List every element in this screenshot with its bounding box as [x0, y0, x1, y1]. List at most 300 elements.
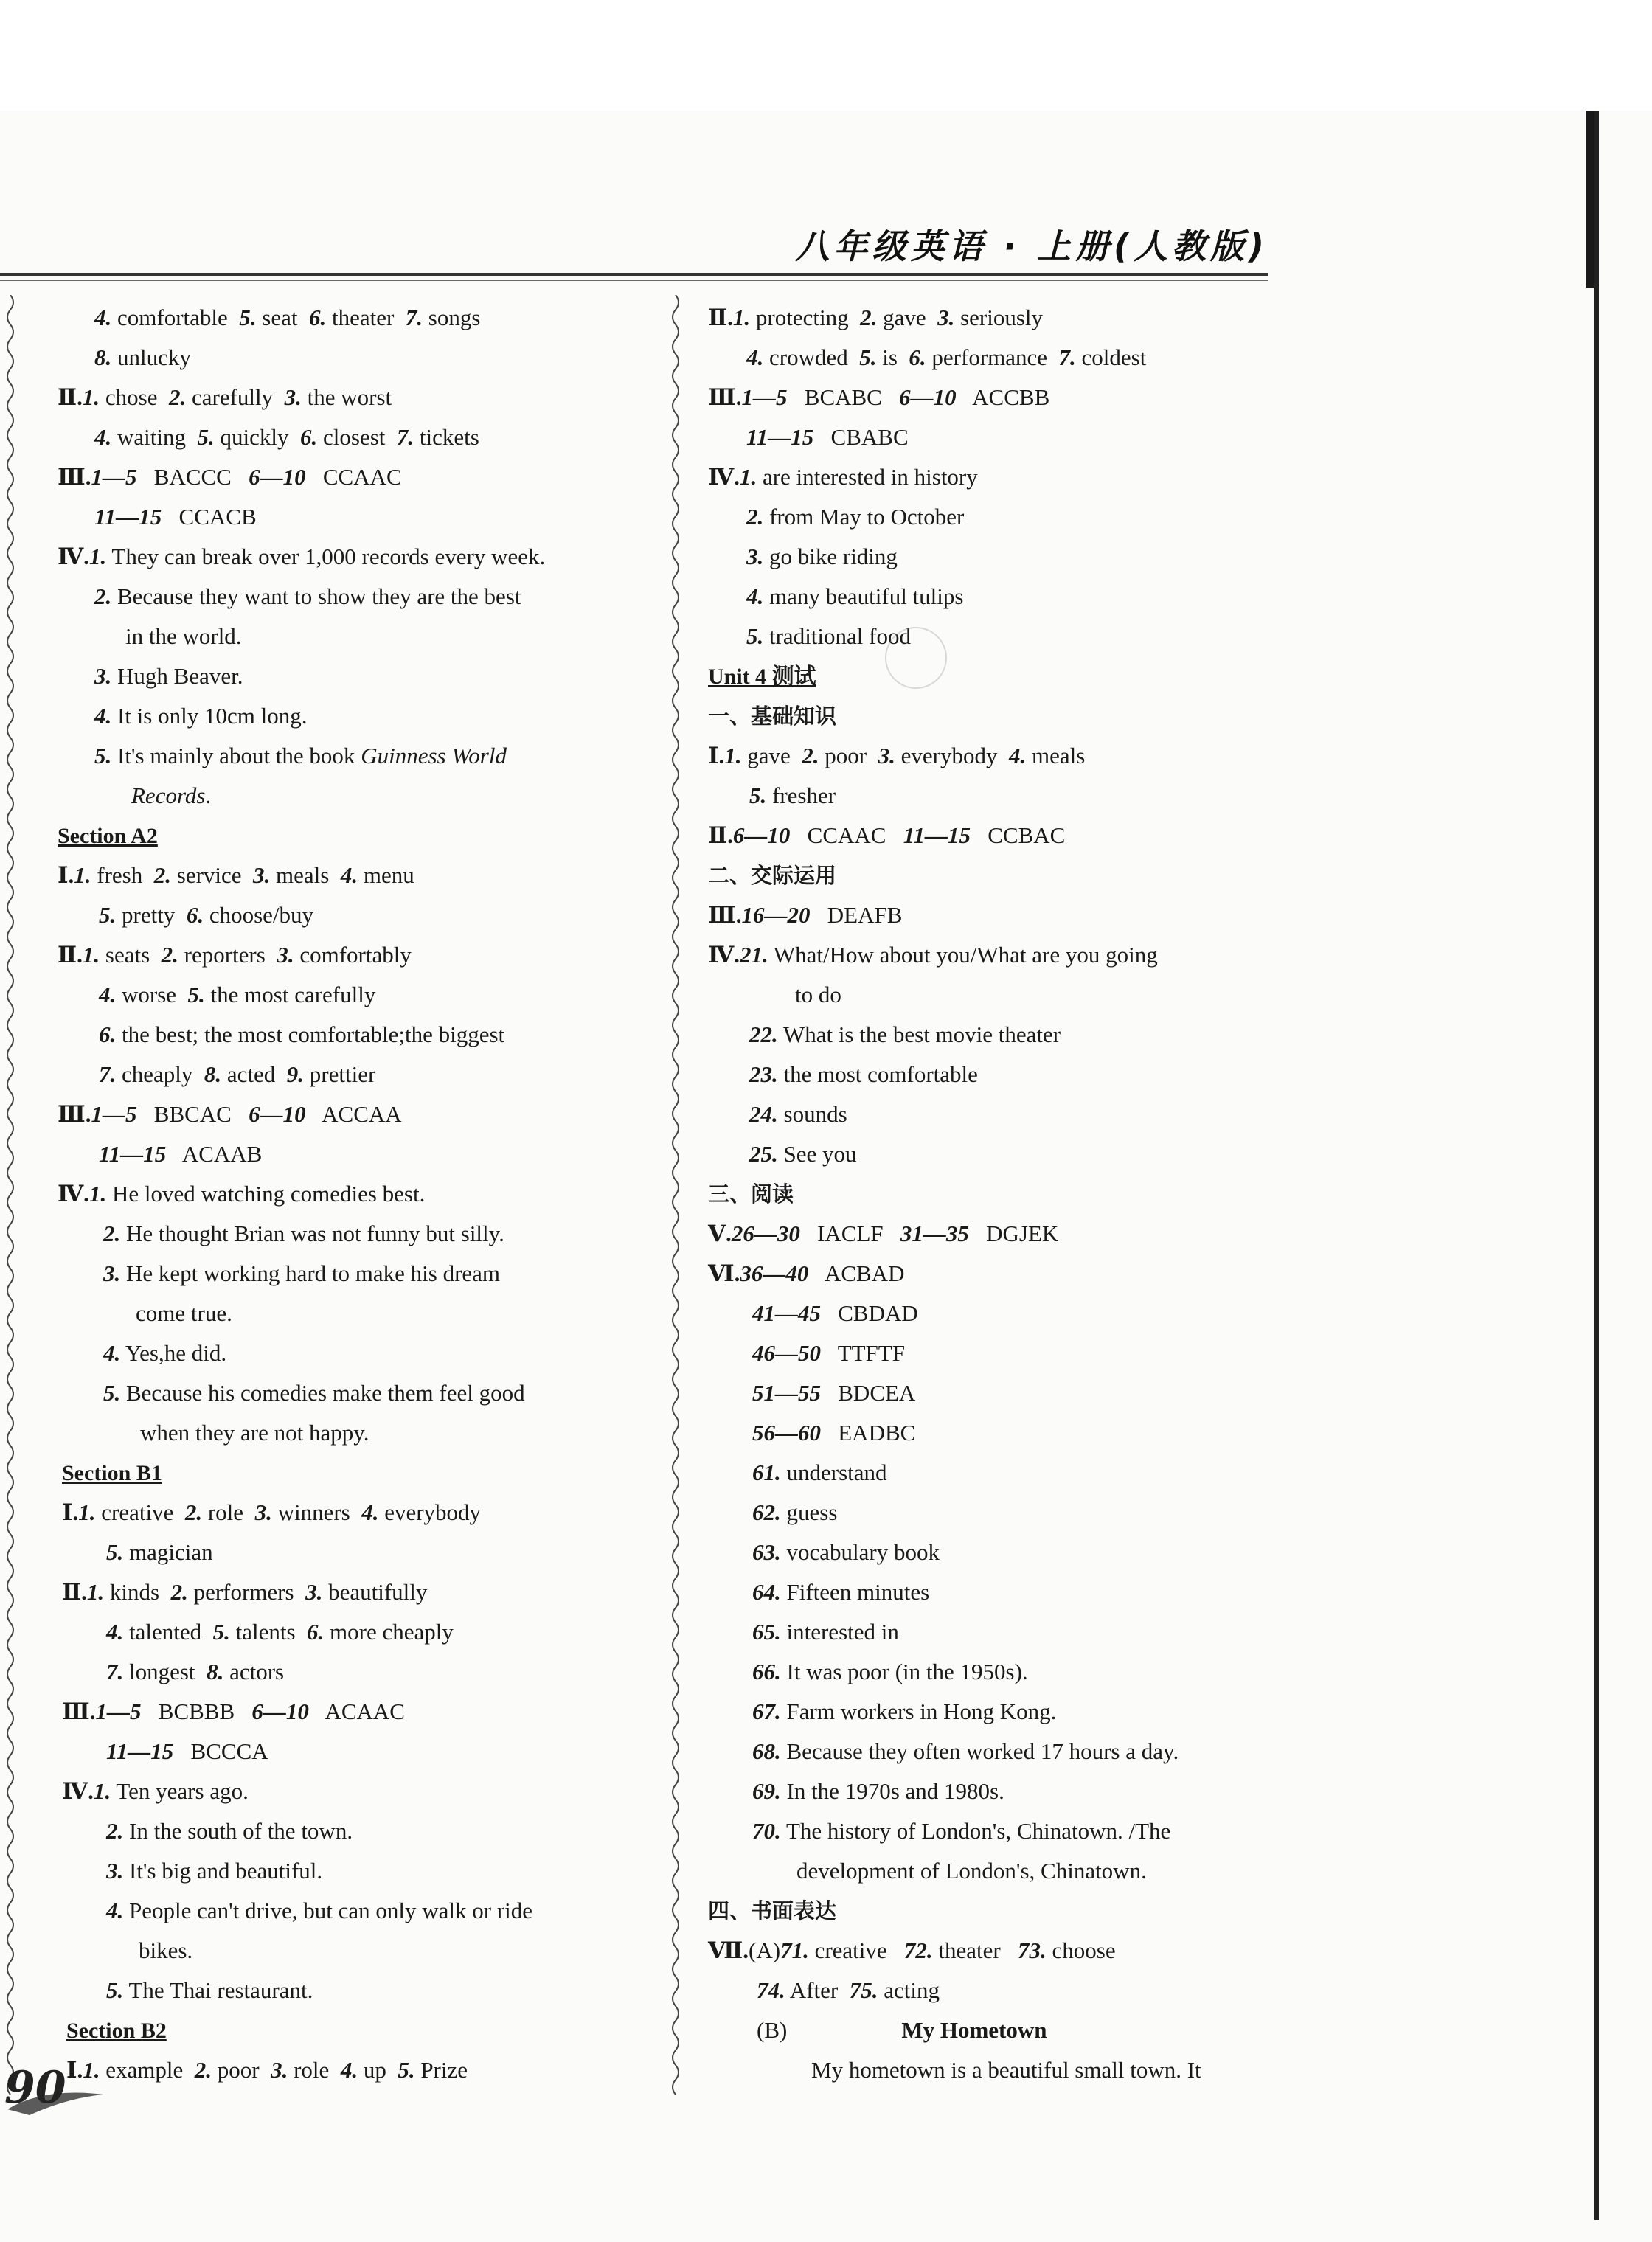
part-numeral: Ⅳ.: [58, 544, 89, 569]
answer-text: example: [100, 2057, 195, 2083]
question-number: 6.: [308, 305, 327, 330]
answer-line: [708, 1373, 1313, 1413]
answer-text: guess: [780, 1499, 838, 1525]
question-number: 1.: [74, 862, 91, 888]
answer-text: protecting: [750, 305, 861, 330]
answer-line: [58, 1015, 648, 1055]
answer-text: BCBBB: [141, 1698, 252, 1724]
part-numeral: Ⅶ.: [708, 1937, 749, 1963]
answer-text: up: [358, 2057, 398, 2083]
essay-title: My Hometown: [901, 2017, 1047, 2043]
part-numeral: Ⅳ.: [708, 464, 740, 490]
question-number: 71.: [780, 1937, 809, 1963]
answer-line: [708, 1612, 1313, 1652]
answer-text: fresher: [766, 782, 836, 808]
answer-line: [58, 1134, 648, 1174]
answer-text: ACCAA: [305, 1101, 402, 1127]
answer-text: kinds: [104, 1579, 171, 1605]
answer-text: tickets: [414, 424, 479, 450]
question-number: 6—10: [899, 384, 957, 410]
part-numeral: Ⅳ.: [62, 1778, 94, 1804]
answer-line: [58, 1333, 648, 1373]
section-heading-label: Section B2: [66, 2019, 167, 2043]
question-number: 2.: [170, 1579, 188, 1605]
question-number: 23.: [749, 1061, 778, 1087]
question-number: 2.: [103, 1221, 121, 1246]
question-number: 1—5: [741, 384, 788, 410]
answer-text: seats: [100, 942, 162, 968]
answer-text: BCABC: [787, 384, 900, 410]
answer-text: The history of London's, Chinatown. /The: [780, 1818, 1171, 1844]
answer-text: is: [876, 344, 909, 370]
answer-text: waiting: [111, 424, 198, 450]
answer-line: [58, 736, 648, 776]
question-number: 1.: [88, 1181, 107, 1207]
answer-text: to do: [795, 982, 841, 1007]
question-number: 16—20: [741, 902, 811, 928]
answer-text: worse: [116, 982, 188, 1007]
question-number: 2.: [106, 1818, 124, 1844]
answer-text: everybody: [895, 743, 1009, 768]
question-number: 3.: [254, 1499, 272, 1525]
answer-line: [58, 696, 648, 736]
answer-line: [58, 1732, 648, 1771]
answer-line: [58, 935, 648, 975]
question-number: 4.: [94, 305, 112, 330]
answer-line: [58, 1931, 648, 1971]
question-number: 5.: [859, 344, 877, 370]
answer-text: seat: [256, 305, 309, 330]
part-numeral: Ⅰ.: [708, 743, 725, 768]
answer-line: [708, 617, 1313, 656]
part-heading: [708, 856, 1313, 895]
part-heading-label: 一、基础知识: [708, 704, 837, 729]
answer-text: from May to October: [763, 504, 965, 530]
question-number: 4.: [1008, 743, 1027, 768]
answer-text: the most carefully: [204, 982, 376, 1007]
answer-text: Fifteen minutes: [780, 1579, 930, 1605]
answer-text: songs: [423, 305, 481, 330]
answer-text: magician: [123, 1539, 213, 1565]
question-number: 3.: [103, 1260, 121, 1286]
answer-text: meals: [270, 862, 341, 888]
question-number: 56—60: [752, 1420, 821, 1446]
page-header-title: 八年级英语 · 上册(人教版): [795, 226, 1268, 266]
answer-text: He thought Brian was not funny but silly.: [120, 1221, 504, 1246]
question-number: 7.: [405, 305, 423, 330]
answer-line: [708, 1931, 1313, 1971]
answer-line: [708, 1214, 1313, 1254]
answer-text: understand: [780, 1460, 887, 1485]
answer-text: choose: [1046, 1937, 1116, 1963]
part-numeral: Ⅲ.: [58, 1101, 91, 1127]
question-number: 3.: [305, 1579, 323, 1605]
answer-text: .: [205, 782, 212, 808]
part-heading: [708, 696, 1313, 736]
answer-line: [708, 1094, 1313, 1134]
answer-text: theater: [326, 305, 406, 330]
question-number: 5.: [239, 305, 257, 330]
answer-line: [708, 1055, 1313, 1094]
answer-text: It was poor (in the 1950s).: [780, 1659, 1028, 1684]
part-numeral: Ⅳ.: [58, 1181, 89, 1207]
answer-line: [58, 537, 648, 577]
question-number: 11—15: [99, 1141, 167, 1167]
answer-line: [58, 497, 648, 537]
answer-text: acted: [221, 1061, 287, 1087]
answer-text: My hometown is a beautiful small town. It: [811, 2057, 1201, 2083]
question-number: 72.: [903, 1937, 933, 1963]
answer-line: [58, 1971, 648, 2010]
question-number: 2.: [860, 305, 878, 330]
question-number: 5.: [749, 782, 767, 808]
part-numeral: Ⅴ.: [708, 1221, 732, 1246]
answer-line: [708, 1732, 1313, 1771]
question-number: 5.: [746, 623, 764, 649]
answer-line: [58, 856, 648, 895]
answer-text: role: [202, 1499, 255, 1525]
question-number: 2.: [168, 384, 187, 410]
question-number: 2.: [153, 862, 171, 888]
question-number: 4.: [746, 344, 764, 370]
question-number: 24.: [749, 1101, 778, 1127]
question-number: 8.: [204, 1061, 222, 1087]
answer-text: What/How about you/What are you going: [768, 942, 1158, 968]
question-number: 3.: [878, 743, 895, 768]
question-number: 4.: [94, 703, 112, 729]
question-number: 4.: [340, 862, 358, 888]
answer-line: [58, 1851, 648, 1891]
answer-text: People can't drive, but can only walk or ride: [123, 1898, 533, 1923]
question-number: 1—5: [95, 1698, 142, 1724]
answer-text: coldest: [1075, 344, 1147, 370]
answer-text: poor: [212, 2057, 271, 2083]
question-number: 2.: [161, 942, 178, 968]
answer-line: [708, 497, 1313, 537]
question-number: 1.: [82, 942, 100, 968]
section-heading: [58, 1453, 648, 1493]
answer-text: unlucky: [111, 344, 191, 370]
question-number: 6.: [300, 424, 318, 450]
answer-line: [708, 1572, 1313, 1612]
binding-edge: [1594, 111, 1599, 2220]
answer-text: chose: [100, 384, 169, 410]
answer-text: quickly: [214, 424, 300, 450]
answer-line: [708, 1254, 1313, 1294]
answer-line: [58, 1891, 648, 1931]
answer-line: [708, 1771, 1313, 1811]
answer-text: TTFTF: [821, 1340, 905, 1366]
answer-text: Prize: [414, 2057, 468, 2083]
answer-line: [58, 1214, 648, 1254]
section-heading: [708, 656, 1313, 696]
answer-text: interested in: [780, 1619, 899, 1645]
answer-line: [708, 1294, 1313, 1333]
answer-text: are interested in history: [757, 464, 978, 490]
answer-line: [708, 975, 1313, 1015]
header-rule-thin: [0, 280, 1268, 281]
answer-line: [58, 298, 648, 338]
answer-text: What is the best movie theater: [777, 1021, 1061, 1047]
answer-line: [708, 935, 1313, 975]
part-numeral: Ⅲ.: [62, 1698, 96, 1724]
answer-line: [58, 1771, 648, 1811]
part-numeral: Ⅱ.: [58, 942, 83, 968]
question-number: 75.: [849, 1977, 878, 2003]
answer-text: seriously: [954, 305, 1044, 330]
answer-text: traditional food: [763, 623, 911, 649]
answer-text: the best; the most comfortable;the biggest: [116, 1021, 505, 1047]
question-number: 4.: [106, 1619, 124, 1645]
left-answer-column: [58, 298, 648, 2090]
question-number: 65.: [752, 1619, 781, 1645]
answer-line: [58, 1254, 648, 1294]
answer-text: See you: [777, 1141, 857, 1167]
answer-text: He kept working hard to make his dream: [120, 1260, 501, 1286]
answer-text: more cheaply: [324, 1619, 454, 1645]
answer-line: [708, 1333, 1313, 1373]
answer-text: EADBC: [821, 1420, 916, 1446]
answer-line: [708, 1134, 1313, 1174]
answer-line: [708, 417, 1313, 457]
question-number: 2.: [94, 583, 112, 609]
section-heading-label: Section B1: [62, 1461, 162, 1485]
answer-line: [58, 1811, 648, 1851]
answer-text: reporters: [178, 942, 277, 968]
answer-line: [58, 776, 648, 816]
question-number: 5.: [106, 1977, 124, 2003]
answer-text: BCCCA: [173, 1738, 268, 1764]
answer-text: DEAFB: [810, 902, 903, 928]
question-number: 3.: [94, 663, 112, 689]
answer-text: Because they want to show they are the best: [111, 583, 521, 609]
question-number: 2.: [194, 2057, 212, 2083]
question-number: 8.: [206, 1659, 224, 1684]
answer-line: [708, 895, 1313, 935]
answer-text: performers: [187, 1579, 306, 1605]
answer-line: [708, 1533, 1313, 1572]
answer-text: ACAAB: [166, 1141, 263, 1167]
question-number: 6—10: [251, 1698, 309, 1724]
part-numeral: Ⅱ.: [708, 822, 733, 848]
middle-wavy-divider: [668, 295, 683, 2094]
answer-line: [708, 1652, 1313, 1692]
part-numeral: Ⅰ.: [66, 2057, 83, 2083]
question-number: 5.: [103, 1380, 121, 1406]
answer-text: (B): [757, 2017, 902, 2043]
answer-text: CCACB: [162, 504, 257, 530]
answer-text: BBCAC: [136, 1101, 249, 1127]
answer-line: [58, 457, 648, 497]
question-number: 67.: [752, 1698, 781, 1724]
part-numeral: Ⅵ.: [708, 1260, 740, 1286]
question-number: 5.: [99, 902, 117, 928]
answer-line: [708, 338, 1313, 378]
section-heading-label: Unit 4 测试: [708, 664, 816, 689]
answer-text: carefully: [186, 384, 285, 410]
answer-text: BDCEA: [821, 1380, 916, 1406]
answer-text: service: [171, 862, 254, 888]
answer-line: [708, 2050, 1313, 2090]
answer-line: [708, 2010, 1313, 2050]
section-heading: [58, 816, 648, 856]
answer-text: CBABC: [813, 424, 909, 450]
section-heading: [58, 2010, 648, 2050]
answer-line: [58, 1692, 648, 1732]
part-heading: [708, 1891, 1313, 1931]
question-number: 9.: [286, 1061, 305, 1087]
answer-text: menu: [358, 862, 414, 888]
answer-text: It's big and beautiful.: [123, 1858, 323, 1884]
answer-text: Hugh Beaver.: [111, 663, 243, 689]
part-numeral: Ⅰ.: [58, 862, 74, 888]
question-number: 51—55: [752, 1380, 821, 1406]
question-number: 1.: [724, 743, 742, 768]
question-number: 1.: [88, 544, 107, 569]
question-number: 6—10: [249, 464, 306, 490]
answer-text: Ten years ago.: [111, 1778, 249, 1804]
answer-line: [58, 895, 648, 935]
question-number: 5.: [212, 1619, 230, 1645]
answer-text: creative: [95, 1499, 185, 1525]
answer-line: [58, 1055, 648, 1094]
answer-line: [58, 1413, 648, 1453]
question-number: 5.: [398, 2057, 415, 2083]
answer-line: [708, 457, 1313, 497]
answer-line: [58, 1572, 648, 1612]
question-number: 2.: [802, 743, 819, 768]
question-number: 36—40: [740, 1260, 809, 1286]
answer-text: acting: [878, 1977, 940, 2003]
question-number: 2.: [746, 504, 764, 530]
page-number: 90: [4, 2062, 66, 2114]
part-numeral: Ⅱ.: [62, 1579, 87, 1605]
question-number: 7.: [99, 1061, 117, 1087]
left-wavy-border: [3, 295, 18, 2094]
question-number: 11—15: [94, 504, 162, 530]
answer-text: when they are not happy.: [140, 1420, 369, 1446]
answer-text: After: [785, 1977, 850, 2003]
question-number: 41—45: [752, 1300, 821, 1326]
answer-text: comfortable: [111, 305, 240, 330]
answer-text: many beautiful tulips: [763, 583, 964, 609]
answer-text: actors: [223, 1659, 285, 1684]
answer-line: [708, 537, 1313, 577]
question-number: 6.: [307, 1619, 324, 1645]
question-number: 6.: [186, 902, 204, 928]
question-number: 3.: [271, 2057, 288, 2083]
answer-text: In the south of the town.: [123, 1818, 353, 1844]
question-number: 5.: [187, 982, 205, 1007]
answer-text: performance: [926, 344, 1059, 370]
answer-text: ACBAD: [808, 1260, 905, 1286]
question-number: 6.: [909, 344, 926, 370]
answer-text: creative: [808, 1937, 904, 1963]
question-number: 26—30: [731, 1221, 800, 1246]
answer-text: in the world.: [125, 623, 242, 649]
answer-text: meals: [1026, 743, 1086, 768]
italic-text: Records: [131, 782, 206, 808]
question-number: 5.: [94, 743, 112, 768]
question-number: 6.: [99, 1021, 117, 1047]
part-numeral: Ⅱ.: [708, 305, 733, 330]
answer-line: [708, 577, 1313, 617]
question-number: 11—15: [746, 424, 814, 450]
question-number: 69.: [752, 1778, 781, 1804]
question-number: 2.: [184, 1499, 203, 1525]
answer-line: [58, 577, 648, 617]
answer-text: closest: [317, 424, 397, 450]
question-number: 3.: [746, 544, 764, 569]
part-numeral: Ⅲ.: [708, 902, 742, 928]
answer-text: talents: [229, 1619, 308, 1645]
answer-text: prettier: [304, 1061, 376, 1087]
answer-line: [708, 1413, 1313, 1453]
question-number: 1.: [82, 384, 100, 410]
question-number: 68.: [752, 1738, 781, 1764]
answer-text: everybody: [378, 1499, 482, 1525]
answer-text: the most comfortable: [777, 1061, 978, 1087]
question-number: 1.: [86, 1579, 105, 1605]
question-number: 6—10: [249, 1101, 306, 1127]
answer-line: [708, 1971, 1313, 2010]
answer-text: gave: [877, 305, 938, 330]
italic-text: Guinness World: [361, 743, 507, 768]
part-numeral: Ⅰ.: [62, 1499, 79, 1525]
answer-line: [58, 1174, 648, 1214]
question-number: 63.: [752, 1539, 781, 1565]
question-number: 1.: [93, 1778, 111, 1804]
part-numeral: Ⅳ.: [708, 942, 740, 968]
part-numeral: Ⅱ.: [58, 384, 83, 410]
question-number: 11—15: [106, 1738, 174, 1764]
question-number: 1.: [739, 464, 757, 490]
question-number: 5.: [106, 1539, 124, 1565]
question-number: 61.: [752, 1460, 781, 1485]
answer-text: BACCC: [136, 464, 249, 490]
question-number: 7.: [106, 1659, 124, 1684]
question-number: 25.: [749, 1141, 778, 1167]
answer-text: CCAAC: [305, 464, 402, 490]
question-number: 66.: [752, 1659, 781, 1684]
answer-line: [708, 816, 1313, 856]
answer-text: CBDAD: [821, 1300, 918, 1326]
right-answer-column: [708, 298, 1313, 2090]
question-number: 3.: [253, 862, 271, 888]
answer-text: CCAAC: [790, 822, 903, 848]
answer-line: [58, 1294, 648, 1333]
answer-text: CCBAC: [971, 822, 1066, 848]
question-number: 11—15: [903, 822, 971, 848]
part-numeral: Ⅲ.: [708, 384, 742, 410]
question-number: 1.: [78, 1499, 96, 1525]
question-number: 4.: [340, 2057, 358, 2083]
question-number: 3.: [937, 305, 955, 330]
question-number: 4.: [103, 1340, 121, 1366]
answer-text: comfortably: [294, 942, 412, 968]
answer-text: IACLF: [799, 1221, 900, 1246]
part-heading: [708, 1174, 1313, 1214]
answer-text: Farm workers in Hong Kong.: [780, 1698, 1057, 1724]
question-number: 7.: [1058, 344, 1076, 370]
answer-line: [58, 975, 648, 1015]
answer-line: [58, 338, 648, 378]
question-number: 4.: [106, 1898, 124, 1923]
question-number: 62.: [752, 1499, 781, 1525]
answer-line: [58, 378, 648, 417]
answer-line: [708, 1851, 1313, 1891]
question-number: 70.: [752, 1818, 781, 1844]
